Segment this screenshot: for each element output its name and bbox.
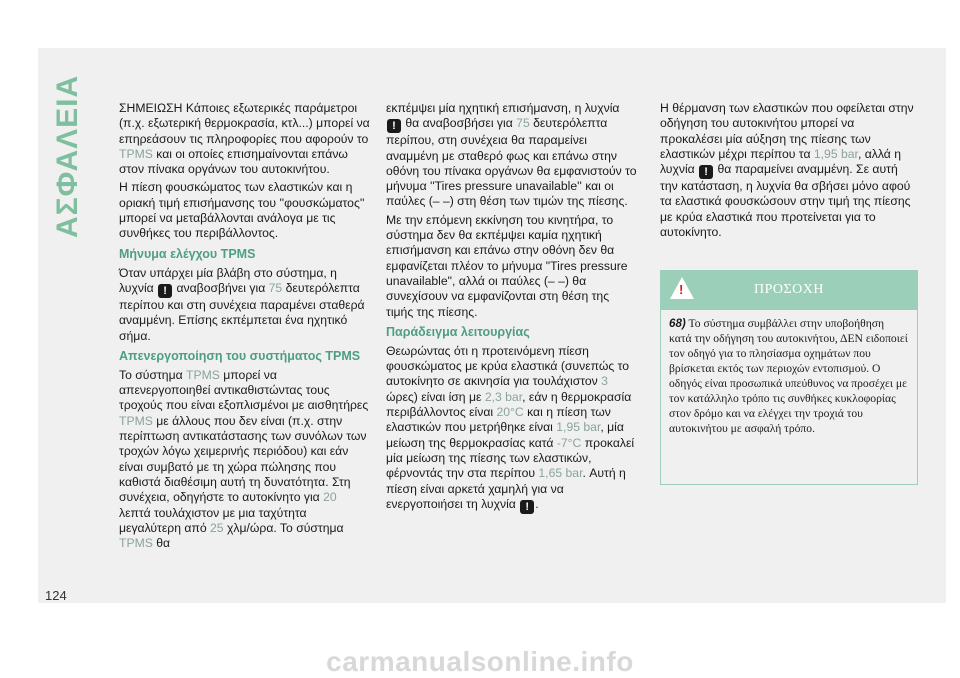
warning-triangle-icon: ! xyxy=(670,277,694,299)
caution-box xyxy=(660,270,918,486)
heating-paragraph: Η θέρμανση των ελαστικών που οφείλεται στην οδήγηση του αυτοκινήτου μπορεί να προκαλέσει μία αύξηση της πίεσης των ελαστικών μέχρι περίπου τα 1,95 bar, αλλά η λυχνία ! θα παραμείνει αναμμένη. Σε αυτή την κατάσταση, η λυχνία θα σβήσει μόνο αφού τα ελαστικά φουσκώσουν στην τιμή της πίεσης με κρύα ελαστικά που προτείνεται για το αυτοκίνητο. xyxy=(660,101,914,240)
caution-text: Το σύστημα συμβάλλει στην υποβοήθηση κατά την οδήγηση του αυτοκινήτου, ΔΕΝ ειδοποιεί τον οδηγό για το πλησίασμα οχημάτων που βρίσκεται εκτός των περιοχών εντοπισμού. Ο οδηγός είναι προσωπικά υπεύθυνος να προσέχει με τον κατάλληλο τρόπο τις συνθήκες κυκλοφορίας στον δρόμο και να ελέγχει την τροχιά του αυτοκινήτου με ασφαλή τρόπο. xyxy=(669,317,908,435)
example-paragraph: Θεωρώντας ότι η προτεινόμενη πίεση φουσκώματος με κρύα ελαστικά (συνεπώς το αυτοκίνητο σε ακινησία για τουλάχιστον 3 ώρες) είναι ίση με 2,3 bar, εάν η θερμοκρασία περιβάλλοντος είναι 20°C και η πίεση των ελαστικών που μετρήθηκε είναι 1,95 bar, μία μείωση της θερμοκρασίας κατά -7°C προκαλεί μία μείωση της πίεσης των ελαστικών, φέρνοντάς την στα περίπου 1,65 bar. Αυτή η πίεση είναι αρκετά χαμηλή για να ενεργοποιήσει τη λυχνία ! . xyxy=(386,343,635,513)
page-number: 124 xyxy=(45,588,67,603)
tpms-warning-icon: ! xyxy=(158,284,172,298)
tpms-warning-icon: ! xyxy=(520,500,534,514)
section-side-label: ΑΣΦΑΛΕΙΑ xyxy=(51,74,84,238)
heading-tpms-deactivation: Απενεργοποίηση του συστήματος TPMS xyxy=(119,348,361,363)
tpms-warning-icon: ! xyxy=(387,119,401,133)
caution-body xyxy=(660,310,918,485)
next-start-paragraph: Με την επόμενη εκκίνηση του κινητήρα, το σύστημα δεν θα εκπέμψει καμία ηχητική επισήμανση και επάνω στην οθόνη δεν θα εμφανίζεται πλέον το μήνυμα "Tires pressure unavailable", αλλά οι παύλες (– –) θα συνεχίσουν να εμφανίζονται στη θέση της τιμής της πίεσης. xyxy=(386,212,628,319)
deactivation-paragraph: Το σύστημα TPMS μπορεί να απενεργοποιηθεί αντικαθιστώντας τους τροχούς που είναι εξοπλισμένοι με αισθητήρες TPMS με άλλους που δεν είναι (π.χ. στην περίπτωση αντικατάστασης των συνόλων των τροχών λόγω χειμερινής περιόδου) και εάν είναι συμβατό με τη χώρα πώλησης που καθιστά διαθέσιμη αυτή τη δυνατότητα. Στη συνέχεια, οδηγήστε το αυτοκίνητο για 20 λεπτά τουλάχιστον με μια ταχύτητα μεγαλύτερη από 25 χλμ/ώρα. Το σύστημα TPMS θα xyxy=(119,367,369,551)
watermark: carmanualsonline.info xyxy=(326,646,634,677)
tpms-warning-icon: ! xyxy=(699,165,713,179)
note-paragraph: ΣΗΜΕΙΩΣΗ Κάποιες εξωτερικές παράμετροι (π.χ. εξωτερική θερμοκρασία, κτλ...) μπορεί να επηρεάσουν τις πληροφορίες που αφορούν το TPMS και οι οποίες επισημαίνονται επάνω στον πίνακα οργάνων του αυτοκινήτου. xyxy=(119,101,370,177)
tpms-message-paragraph: Όταν υπάρχει μία βλάβη στο σύστημα, η λυχνία ! αναβοσβήνει για 75 δευτερόλεπτα περίπου και στη συνέχεια παραμένει σταθερά αναμμένη. Επίσης εκπέμπεται ένα ηχητικό σήμα. xyxy=(119,265,365,343)
column-1 xyxy=(119,101,371,554)
heading-tpms-message: Μήνυμα ελέγχου TPMS xyxy=(119,246,256,261)
caution-number: 68) xyxy=(669,317,686,330)
column-3 xyxy=(660,101,915,243)
pressure-paragraph: Η πίεση φουσκώματος των ελαστικών και η οριακή τιμή επισήμανσης του ''φουσκώματος'' μπορεί να μεταβάλλονται ανάλογα με τις συνθήκες του περιβάλλοντος. xyxy=(119,180,365,241)
caution-header xyxy=(660,270,918,310)
continuation-paragraph: εκπέμψει μία ηχητική επισήμανση, η λυχνία ! θα αναβοσβήσει για 75 δευτερόλεπτα περίπου, στη συνέχεια θα παραμείνει αναμμένη με σταθερό φως και επάνω στην οθόνη του πίνακα οργάνων θα εμφανιστούν το μήνυμα ''Tires pressure unavailable'' και οι παύλες (– –) στη θέση των τιμών της πίεσης. xyxy=(386,101,637,209)
heading-example: Παράδειγμα λειτουργίας xyxy=(386,324,530,339)
caution-title: ΠΡΟΣΟΧΗ xyxy=(754,282,824,297)
column-2 xyxy=(386,101,638,517)
